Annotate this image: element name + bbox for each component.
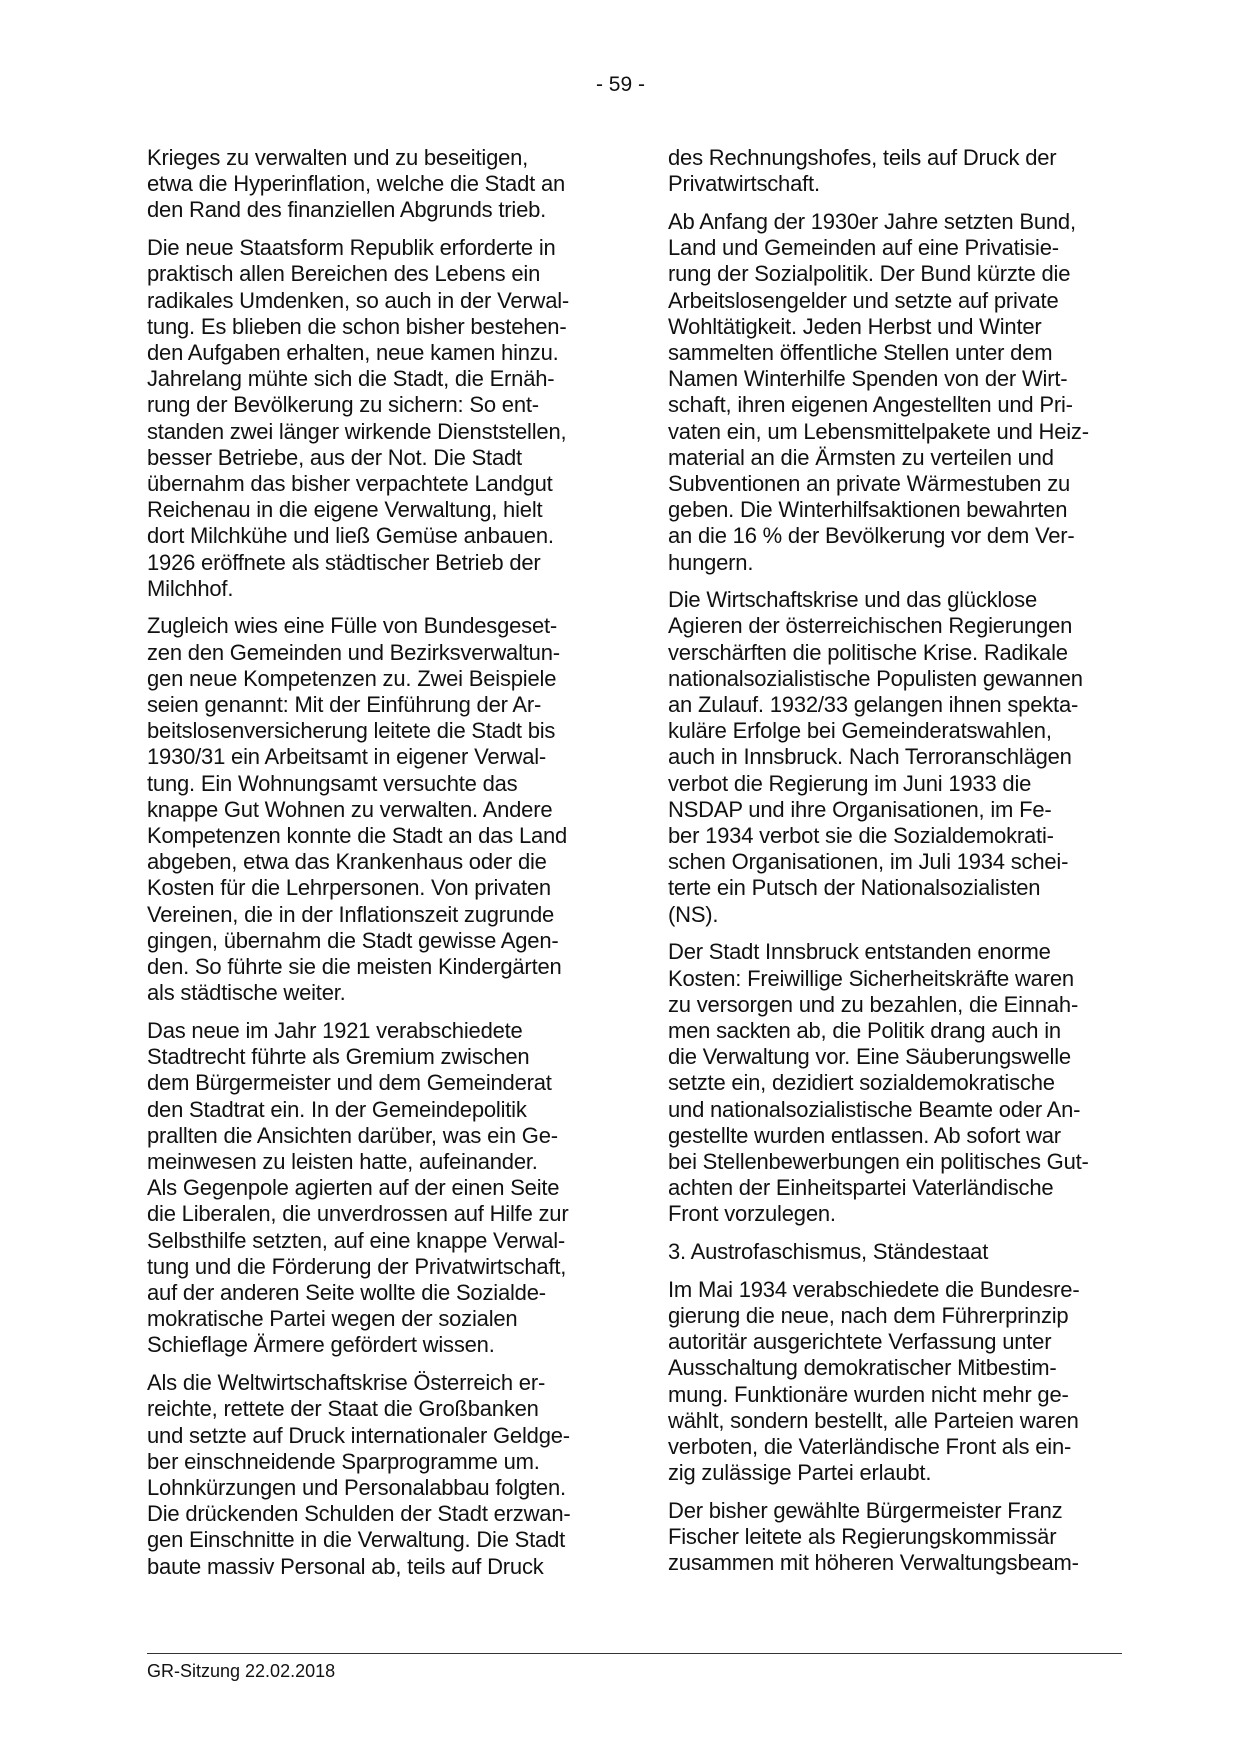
paragraph: Die Wirtschaftskrise und das glücklose Agieren der österreichischen Regierungen verschärften die politische Krise. Radikale nationalsozialistische Populisten gewannen an Zulauf. 1932/33 gelangen ihnen spekta- kuläre Erfolge bei Gemeinderatswahlen, auch in Innsbruck. Nach Terroranschlägen verbot die Regierung im Juni 1933 die NSDAP und ihre Organisationen, im Fe- ber 1934 verbot sie die Sozialdemokrati- schen Organisationen, im Juli 1934 schei- terte ein Putsch der Nationalsozialisten (NS).: [668, 587, 1083, 927]
paragraph: Das neue im Jahr 1921 verabschiedete Stadtrecht führte als Gremium zwischen dem Bürgermeister und dem Gemeinderat den Stadtrat ein. In der Gemeindepolitik prallten die Ansichten darüber, was ein Ge- meinwesen zu leisten hatte, aufeinander. Als Gegenpole agierten auf der einen Seite die Liberalen, die unverdrossen auf Hilfe zur Selbsthilfe setzten, auf eine knappe Verwal- tung und die Förderung der Privatwirtschaft, auf der anderen Seite wollte die Sozialde- mokratische Partei wegen der sozialen Schieflage Ärmere gefördert wissen.: [147, 1018, 569, 1358]
paragraph: Zugleich wies eine Fülle von Bundesgeset- zen den Gemeinden und Bezirksverwaltun- gen neue Kompetenzen zu. Zwei Beispiele seien genannt: Mit der Einführung der Ar- beitslosenversicherung leitete die Stadt bis 1930/31 ein Arbeitsamt in eigener Verwal- tung. Ein Wohnungsamt versuchte das knappe Gut Wohnen zu verwalten. Andere Kompetenzen konnte die Stadt an das Land abgeben, etwa das Krankenhaus oder die Kosten für die Lehrpersonen. Von privaten Vereinen, die in der Inflationszeit zugrunde gingen, übernahm die Stadt gewisse Agen- den. So führte sie die meisten Kindergärten als städtische weiter.: [147, 613, 568, 1006]
paragraph: Der Stadt Innsbruck entstanden enorme Kosten: Freiwillige Sicherheitskräfte waren zu versorgen und zu bezahlen, die Einnah- men sackten ab, die Politik drang auch in die Verwaltung vor. Eine Säuberungswelle setzte ein, dezidiert sozialdemokratische und nationalsozialistische Beamte oder An- gestellte wurden entlassen. Ab sofort war bei Stellenbewerbungen ein politisches Gut- achten der Einheitspartei Vaterländische Front vorzulegen.: [668, 939, 1089, 1227]
paragraph: Krieges zu verwalten und zu beseitigen, etwa die Hyperinflation, welche die Stadt an den Rand des finanziellen Abgrunds trieb.: [147, 145, 566, 223]
paragraph: Die neue Staatsform Republik erforderte in praktisch allen Bereichen des Lebens ein radikales Umdenken, so auch in der Verwal- tung. Es blieben die schon bisher bestehen- den Aufgaben erhalten, neue kamen hinzu. Jahrelang mühte sich die Stadt, die Ernäh- rung der Bevölkerung zu sichern: So ent- standen zwei länger wirkende Dienststellen, besser Betriebe, aus der Not. Die Stadt übernahm das bisher verpachtete Landgut Reichenau in die eigene Verwaltung, hielt dort Milchkühe und ließ Gemüse anbauen. 1926 eröffnete als städtischer Betrieb der Milchhof.: [147, 235, 570, 601]
footer-divider: [147, 1653, 1122, 1654]
page-number: - 59 -: [595, 73, 645, 96]
right-column: [668, 145, 1128, 1588]
footer-session-date: GR-Sitzung 22.02.2018: [147, 1661, 336, 1681]
paragraph: Im Mai 1934 verabschiedete die Bundesre- gierung die neue, nach dem Führerprinzip autoritär ausgerichtete Verfassung unter Ausschaltung demokratischer Mitbestim- mung. Funktionäre wurden nicht mehr ge- wählt, sondern bestellt, alle Parteien waren verboten, die Vaterländische Front als ein- zig zulässige Partei erlaubt.: [668, 1276, 1080, 1486]
paragraph: Der bisher gewählte Bürgermeister Franz Fischer leitete als Regierungskommissär zusammen mit höheren Verwaltungsbeam-: [668, 1497, 1079, 1576]
paragraph: des Rechnungshofes, teils auf Druck der Privatwirtschaft.: [668, 145, 1057, 197]
paragraph: Als die Weltwirtschaftskrise Österreich er- reichte, rettete der Staat die Großbanken und setzte auf Druck internationaler Geldge- ber einschneidende Sparprogramme um. Lohnkürzungen und Personalabbau folgten. Die drückenden Schulden der Stadt erzwan- gen Einschnitte in die Verwaltung. Die Stadt baute massiv Personal ab, teils auf Druck: [147, 1370, 571, 1579]
section-heading: 3. Austrofaschismus, Ständestaat: [668, 1239, 989, 1265]
paragraph: Ab Anfang der 1930er Jahre setzten Bund, Land und Gemeinden auf eine Privatisie- rung der Sozialpolitik. Der Bund kürzte die Arbeitslosengelder und setzte auf private Wohltätigkeit. Jeden Herbst und Winter sammelten öffentliche Stellen unter dem Namen Winterhilfe Spenden von der Wirt- schaft, ihren eigenen Angestellten und Pri- vaten ein, um Lebensmittelpakete und Heiz- material an die Ärmsten zu verteilen und Subventionen an private Wärmestuben zu geben. Die Winterhilfsaktionen bewahrten an die 16 % der Bevölkerung vor dem Ver- hungern.: [668, 208, 1089, 575]
left-column: [147, 145, 599, 1591]
